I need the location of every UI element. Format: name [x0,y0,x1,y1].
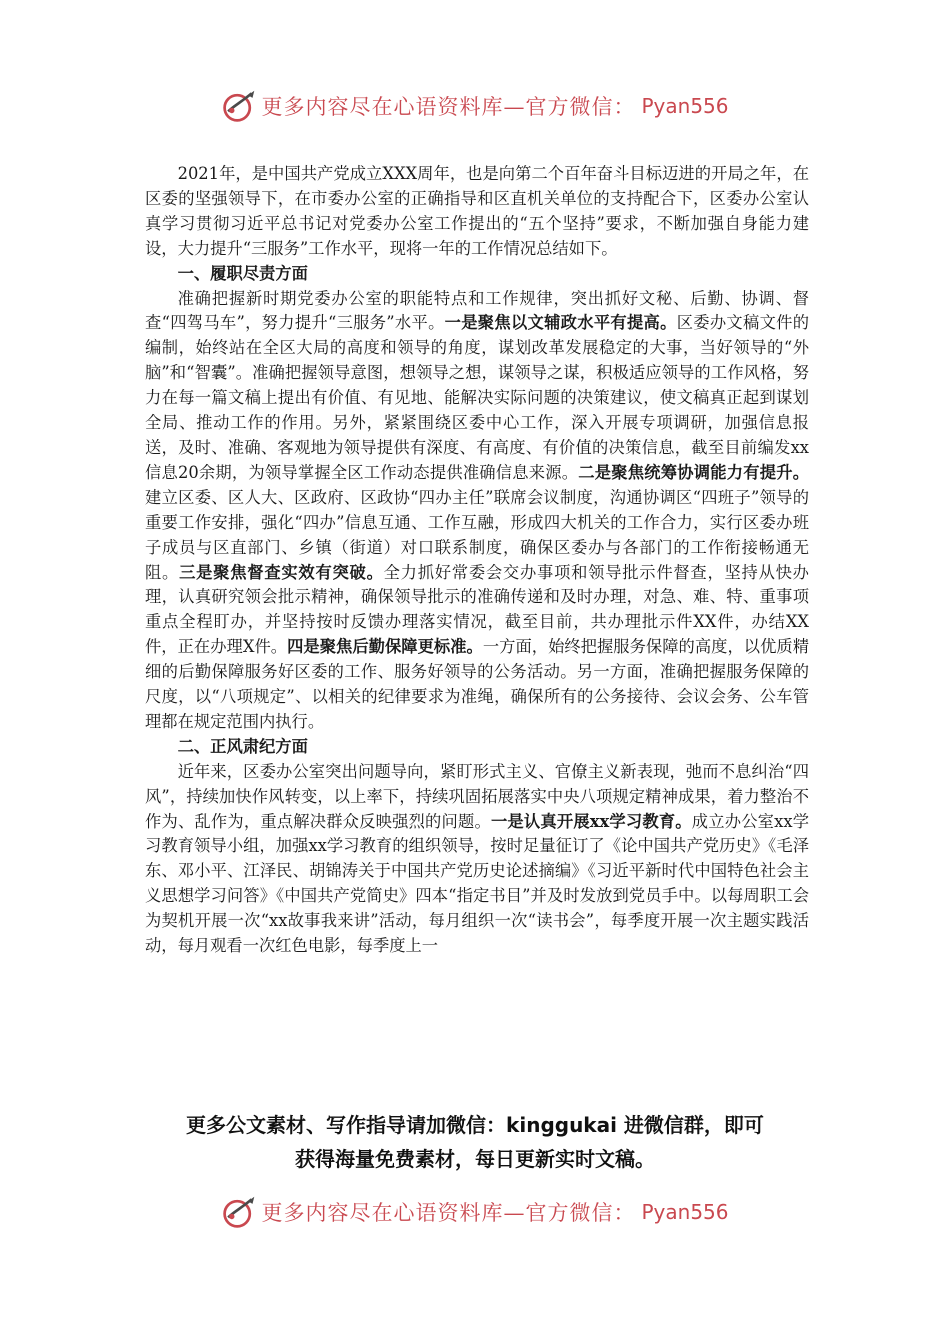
header-wechat-id: Pyan556 [641,94,729,118]
promo-notice [110,1108,840,1176]
section1-point4-title: 四是聚焦后勤保障更标准。 [287,637,483,657]
footer-wechat-id: Pyan556 [641,1200,729,1224]
footer-banner [0,1192,950,1232]
promo-line-2: 获得海量免费素材，每日更新实时文稿。 [295,1147,655,1171]
section1-point2-text: 建立区委、区人大、区政府、区政协“四办主任”联席会议制度，沟通协调区“四班子”领导的重要工作安排，强化“四办”信息互通、工作互融，形成四大机关的工作合力，实行区委办班子成员与区直部门、乡镇（街道）对口联系制度，确保区委办与各部门的工作衔接畅通无阻。 [145,487,809,582]
section1-point2-title: 二是聚焦统筹协调能力有提升。 [578,462,809,482]
header-banner [0,86,950,126]
header-banner-text: 更多内容尽在心语资料库—官方微信： [261,95,636,119]
section1-point1-text: 区委办文稿文件的编制，始终站在全区大局的高度和领导的角度，谋划改革发展稳定的大事，当好领导的“外脑”和“智囊”。准确把握领导意图，想领导之想，谋领导之谋，积极适应领导的工作风格，努力在每一篇文稿上提出有价值、有见地、能解决实际问题的决策建议，使文稿真正起到谋划全局、推动工作的作用。另外，紧紧围绕区委中心工作，深入开展专项调研，加强信息报送，及时、准确、客观地为领导提供有深度、有高度、有价值的决策信息，截至目前编发xx信息20余期，为领导掌握全区工作动态提供准确信息来源。 [145,313,810,482]
section1-point4-text: 一方面，始终把握服务保障的高度，以优质精细的后勤保障服务好区委的工作、服务好领导的公务活动。另一方面，准确把握服务保障的尺度，以“八项规定”、以相关的纪律要求为准绳，确保所有的公务接待、会议会务、公车管理都在规定范围内执行。 [145,637,809,731]
section2-heading: 二、正风肃纪方面 [177,736,308,756]
section1-point3-title: 三是聚焦督查实效有突破。 [179,562,384,582]
section2-paragraph [145,760,809,959]
section1-heading: 一、履职尽责方面 [177,263,308,283]
document-body [145,162,809,959]
section2-lead: 近年来，区委办公室突出问题导向，紧盯形式主义、官僚主义新表现，弛而不息纠治“四风”，持续加快作风转变，以上率下，持续巩固拓展落实中央八项规定精神成果，着力整治不作为、乱作为，重点解决群众反映强烈的问题。 [145,761,809,831]
section2-point1-title: 一是认真开展xx学习教育。 [490,811,692,831]
footer-banner-text: 更多内容尽在心语资料库—官方微信： [261,1201,636,1225]
brush-pen-logo-icon [221,88,257,124]
section2-point1-text: 成立办公室xx学习教育领导小组，加强xx学习教育的组织领导，按时足量征订了《论中国共产党历史》《毛泽东、邓小平、江泽民、胡锦涛关于中国共产党历史论述摘编》《习近平新时代中国特色社会主义思想学习问答》《中国共产党简史》四本“指定书目”并及时发放到党员手中。以每周职工会为契机开展一次“xx故事我来讲”活动，每月组织一次“读书会”，每季度开展一次主题实践活动，每月观看一次红色电影，每季度上一 [145,811,809,956]
section1-point3-text: 全力抓好常委会交办事项和领导批示件督查，坚持从快办理，认真研究领会批示精神，确保领导批示的准确传递和及时办理，对急、难、特、重事项重点全程盯办，并坚持按时反馈办理落实情况，截至目前，共办理批示件XX件，办结XX件，正在办理X件。 [145,562,809,657]
intro-paragraph: 2021年，是中国共产党成立XXX周年，也是向第二个百年奋斗目标迈进的开局之年，在区委的坚强领导下，在市委办公室的正确指导和区直机关单位的支持配合下，区委办公室认真学习贯彻习近平总书记对党委办公室工作提出的“五个坚持”要求，不断加强自身能力建设，大力提升“三服务”工作水平，现将一年的工作情况总结如下。 [145,164,809,258]
brush-pen-logo-icon [221,1194,257,1230]
section1-point1-title: 一是聚焦以文辅政水平有提高。 [444,313,677,333]
promo-line-1: 更多公文素材、写作指导请加微信：kinggukai 进微信群，即可 [186,1113,764,1137]
section1-paragraph [145,287,809,735]
section1-lead: 准确把握新时期党委办公室的职能特点和工作规律，突出抓好文秘、后勤、协调、督查“四驾马车”，努力提升“三服务”水平。 [145,288,809,333]
